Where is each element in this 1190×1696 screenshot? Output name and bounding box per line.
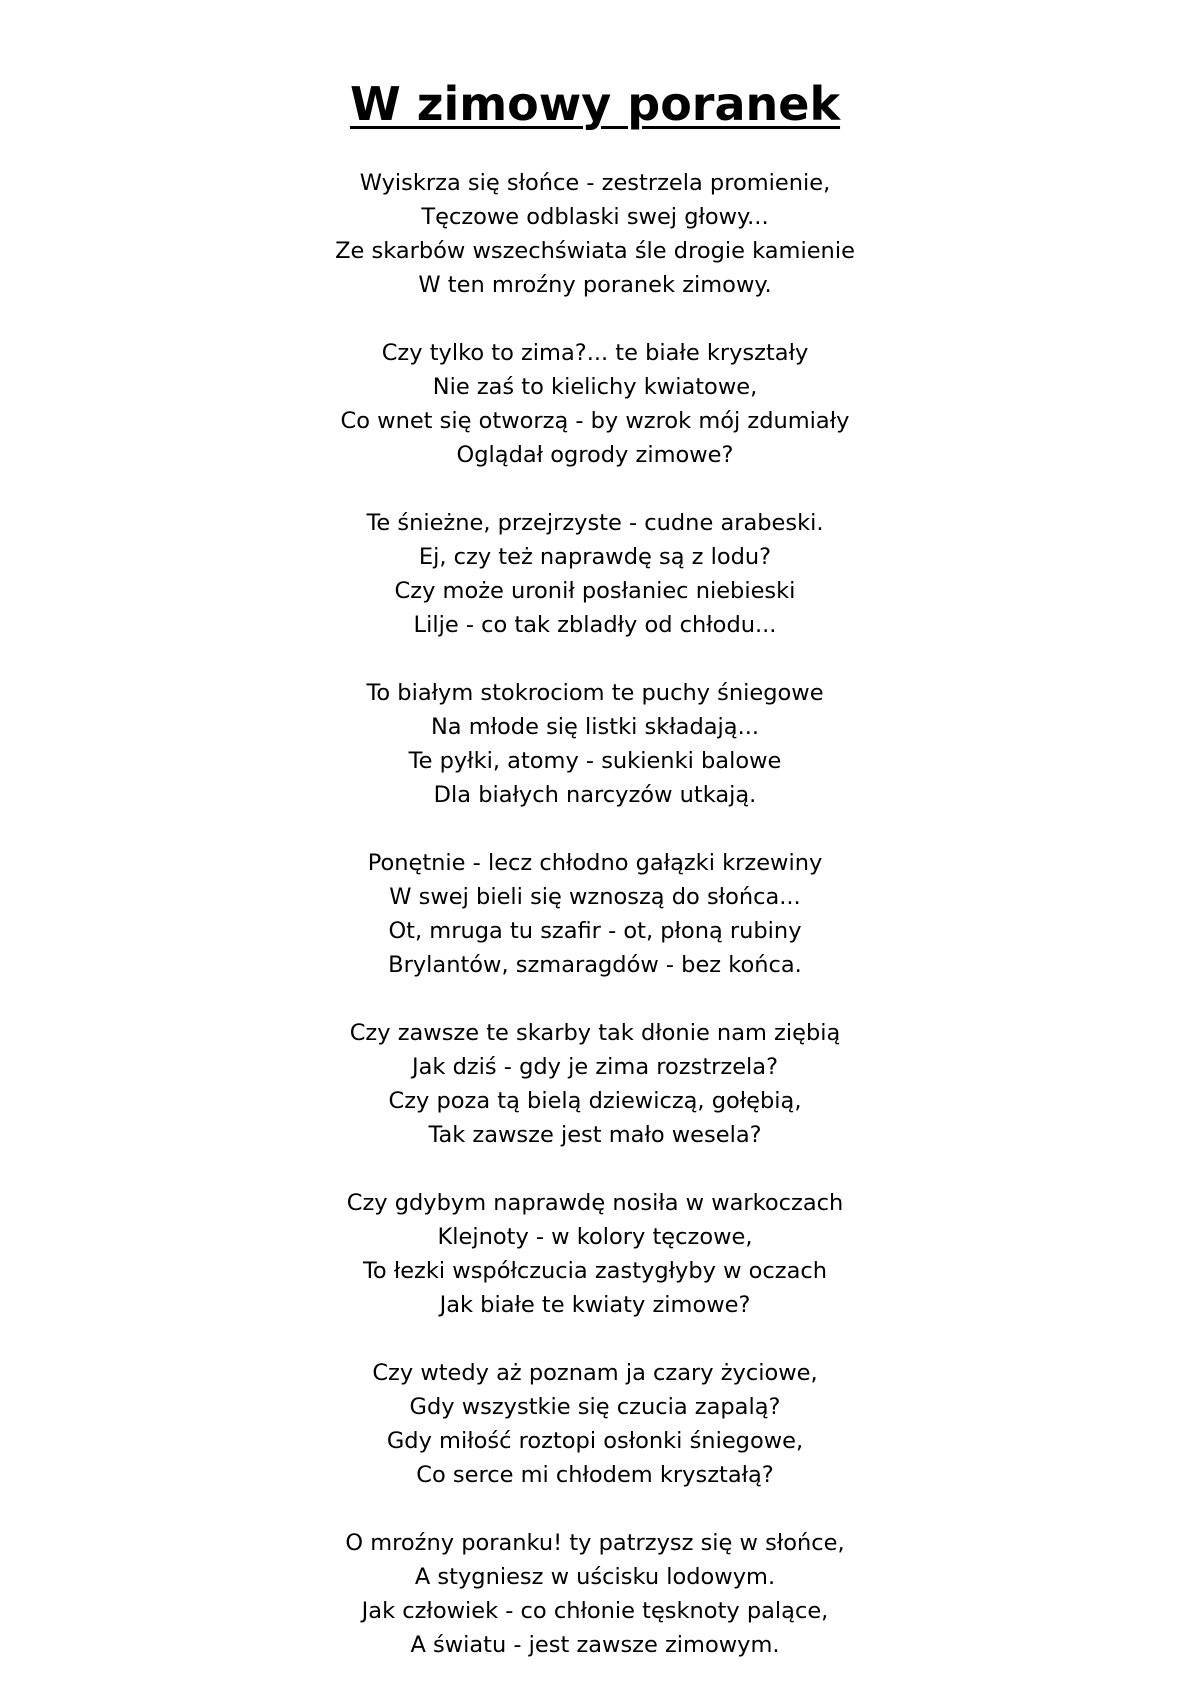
stanza-8 [0, 1356, 1190, 1492]
stanza-5 [0, 846, 1190, 982]
poem-line: To białym stokrociom te puchy śniegowe [366, 680, 824, 706]
poem-line: Klejnoty - w kolory tęczowe, [437, 1224, 753, 1250]
poem-body [0, 166, 1190, 1696]
poem-line: A światu - jest zawsze zimowym. [410, 1632, 780, 1658]
poem-title [0, 74, 1190, 134]
poem-line: Ot, mruga tu szafir - ot, płoną rubiny [388, 918, 802, 944]
poem-line: Czy wtedy aż poznam ja czary życiowe, [372, 1360, 818, 1386]
poem-line: Co serce mi chłodem kryształą? [416, 1462, 774, 1488]
poem-line: Te pyłki, atomy - sukienki balowe [408, 748, 782, 774]
poem-title-text: W zimowy poranek [349, 77, 841, 131]
stanza-4 [0, 676, 1190, 812]
poem-line: Ej, czy też naprawdę są z lodu? [418, 544, 772, 570]
poem-line: Czy tylko to zima?... te białe kryształy [381, 340, 809, 366]
poem-line: Tak zawsze jest mało wesela? [428, 1122, 762, 1148]
poem-line: Ze skarbów wszechświata śle drogie kamienie [335, 238, 855, 264]
poem-line: Na młode się listki składają... [430, 714, 760, 740]
stanza-9 [0, 1526, 1190, 1662]
poem-line: Lilje - co tak zbladły od chłodu... [413, 612, 777, 638]
stanza-2 [0, 336, 1190, 472]
poem-line: Tęczowe odblaski swej głowy... [421, 204, 769, 230]
poem-line: Czy poza tą bielą dziewiczą, gołębią, [388, 1088, 802, 1114]
poem-line: Ponętnie - lecz chłodno gałązki krzewiny [367, 850, 823, 876]
poem-line: Czy może uronił posłaniec niebieski [394, 578, 796, 604]
poem-line: Gdy wszystkie się czucia zapalą? [409, 1394, 781, 1420]
poem-line: To łezki współczucia zastygłyby w oczach [362, 1258, 827, 1284]
stanza-7 [0, 1186, 1190, 1322]
poem-line: Nie zaś to kielichy kwiatowe, [432, 374, 758, 400]
poem-line: Jak dziś - gdy je zima rozstrzela? [411, 1054, 779, 1080]
stanza-1 [0, 166, 1190, 302]
poem-line: Jak białe te kwiaty zimowe? [439, 1292, 751, 1318]
poem-line: A stygniesz w uścisku lodowym. [414, 1564, 776, 1590]
poem-line: Wyiskrza się słońce - zestrzela promienie, [359, 170, 831, 196]
poem-line: Jak człowiek - co chłonie tęsknoty palące, [361, 1598, 829, 1624]
poem-line: Gdy miłość roztopi osłonki śniegowe, [386, 1428, 804, 1454]
stanza-3 [0, 506, 1190, 642]
poem-line: Oglądał ogrody zimowe? [456, 442, 734, 468]
poem-line: W ten mroźny poranek zimowy. [418, 272, 772, 298]
stanza-6 [0, 1016, 1190, 1152]
poem-line: Czy gdybym naprawdę nosiła w warkoczach [346, 1190, 844, 1216]
poem-line: Te śnieżne, przejrzyste - cudne arabeski. [366, 510, 824, 536]
poem-line: Czy zawsze te skarby tak dłonie nam ziębią [349, 1020, 841, 1046]
poem-line: O mroźny poranku! ty patrzysz się w słońce, [345, 1530, 845, 1556]
poem-line: W swej bieli się wznoszą do słońca... [389, 884, 801, 910]
poem-line: Dla białych narcyzów utkają. [433, 782, 757, 808]
poem-line: Co wnet się otworzą - by wzrok mój zdumiały [340, 408, 850, 434]
poem-line: Brylantów, szmaragdów - bez końca. [388, 952, 802, 978]
